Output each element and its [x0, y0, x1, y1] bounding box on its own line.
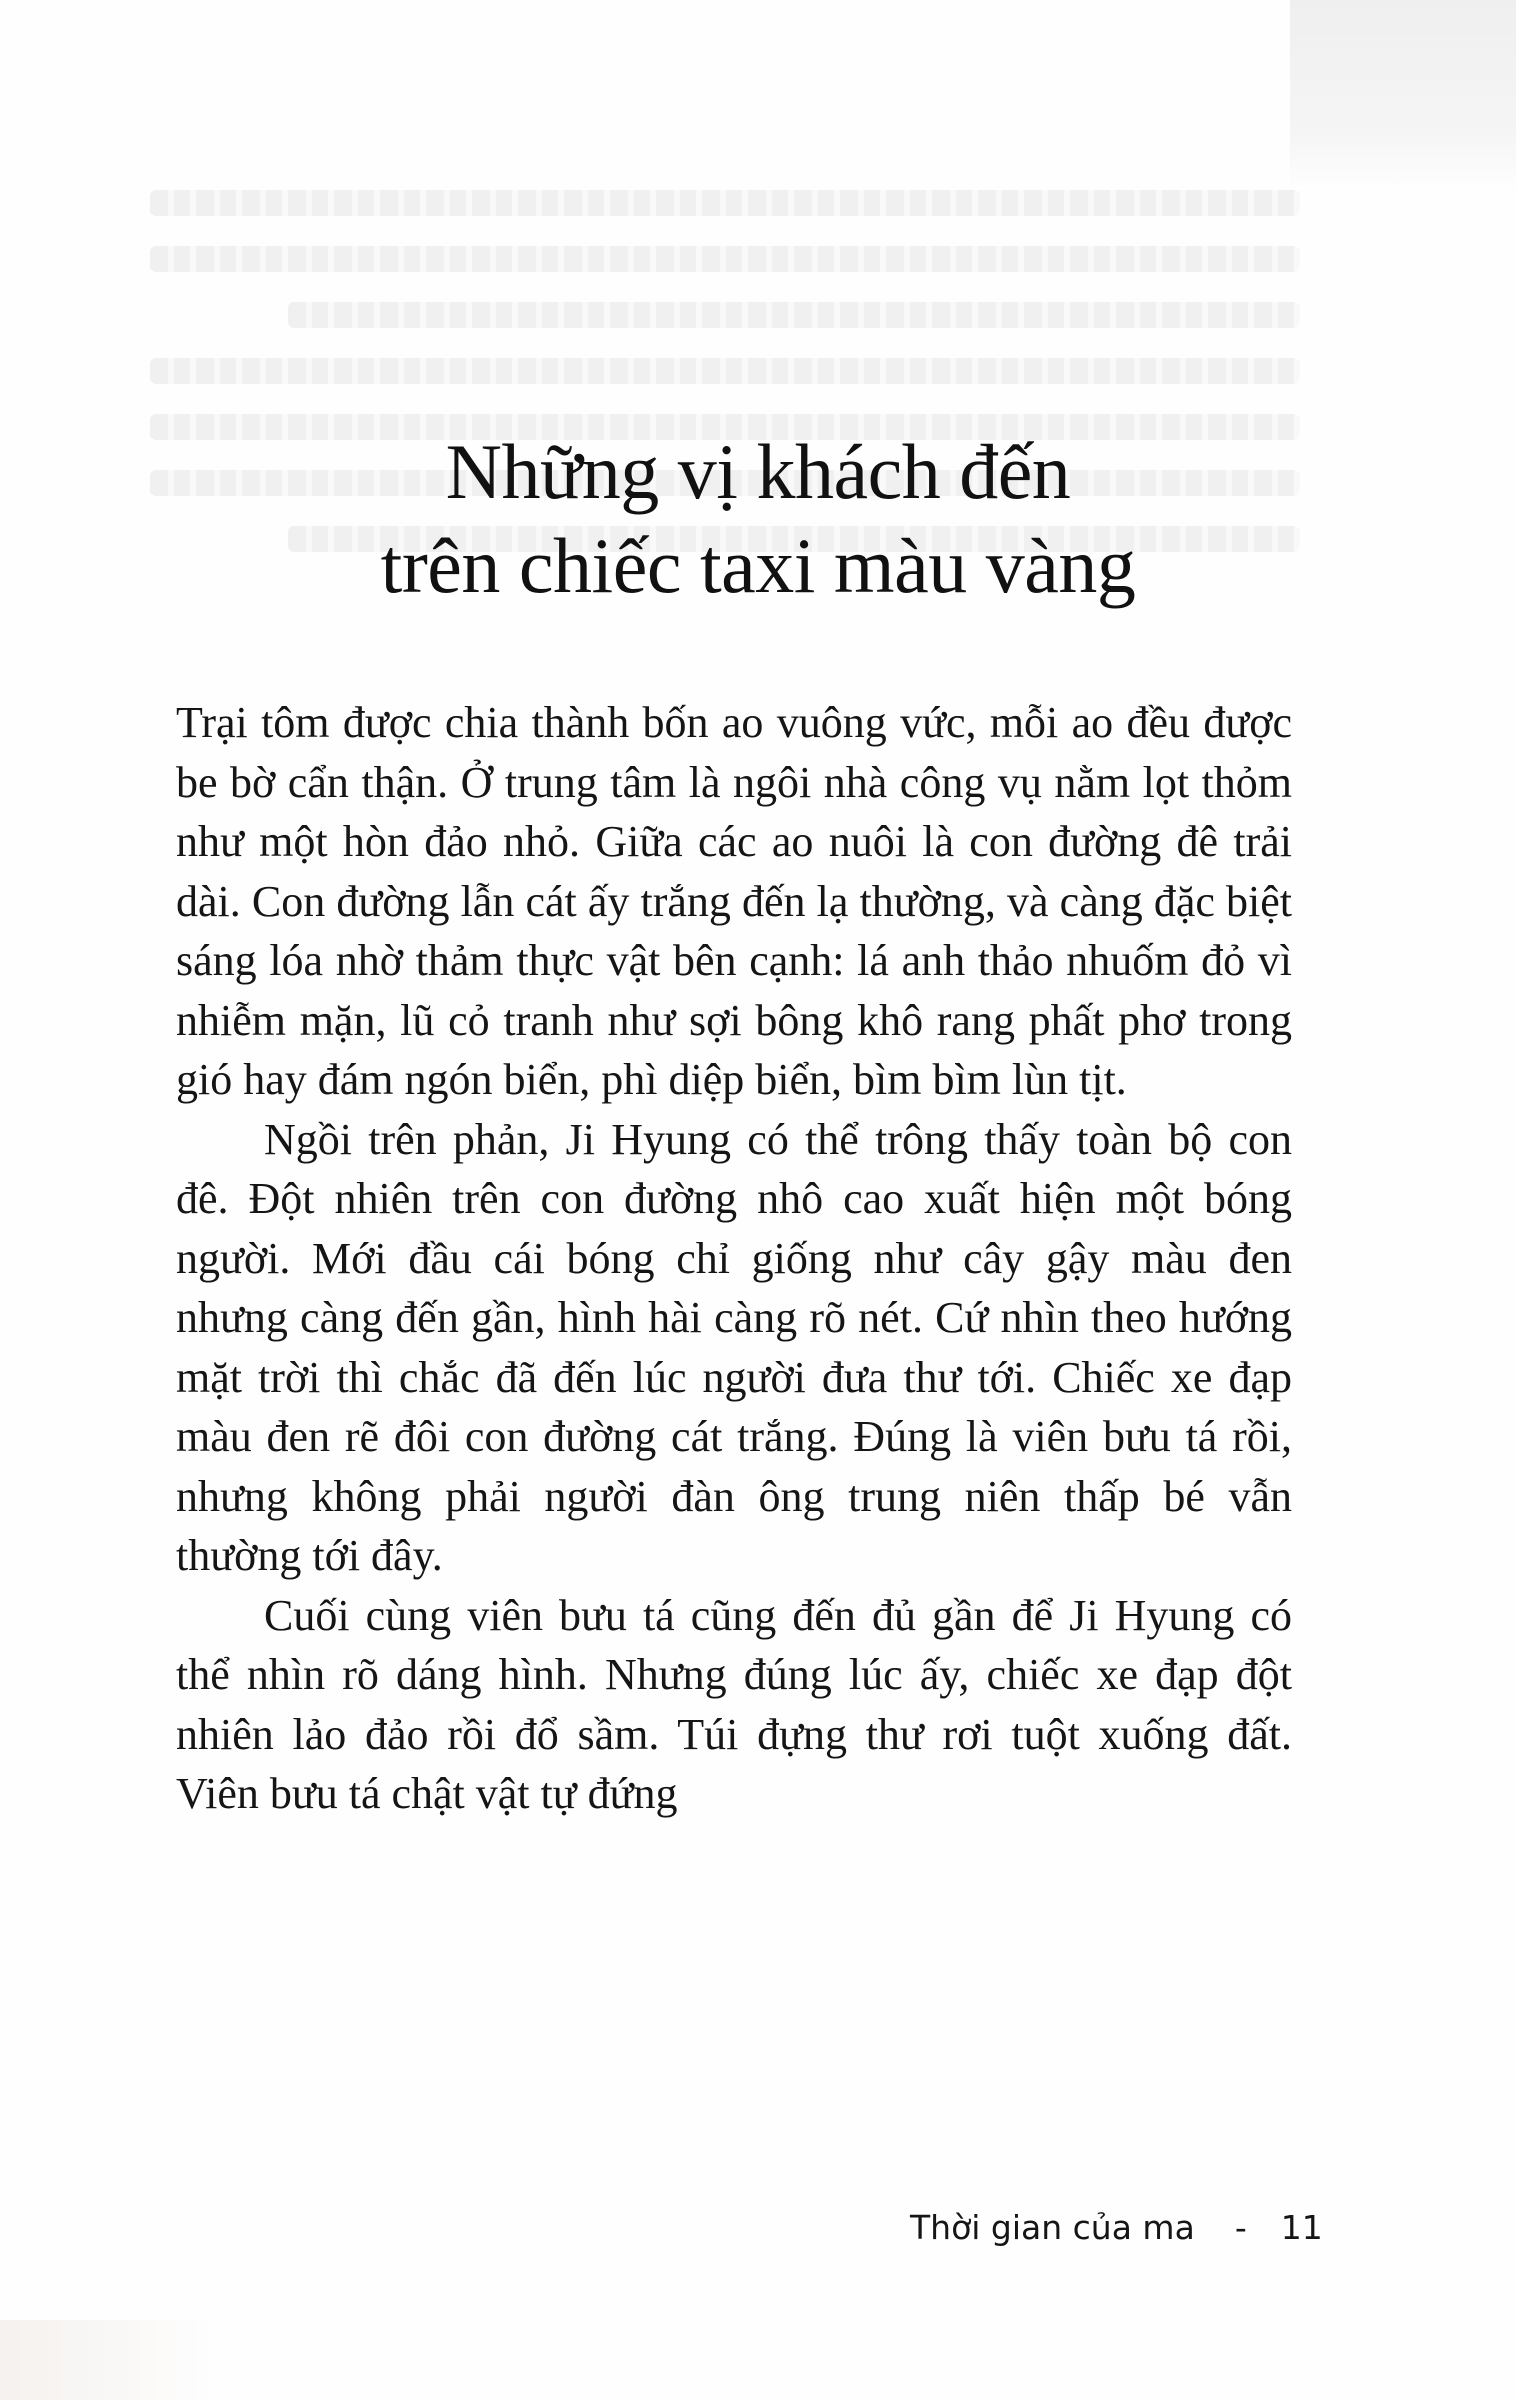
- footer-separator: -: [1234, 2208, 1247, 2247]
- paragraph-2: Ngồi trên phản, Ji Hyung có thể trông thấy toàn bộ con đê. Đột nhiên trên con đường nhô cao xuất hiện một bóng người. Mới đầu cái bóng chỉ giống như cây gậy màu đen nhưng càng đến gần, hình hài càng rõ nét. Cứ nhìn theo hướng mặt trời thì chắc đã đến lúc người đưa thư tới. Chiếc xe đạp màu đen rẽ đôi con đường cát trắng. Đúng là viên bưu tá rồi, nhưng không phải người đàn ông trung niên thấp bé vẫn thường tới đây.: [176, 1114, 1292, 1580]
- running-footer: [910, 2208, 1323, 2247]
- footer-book-title: Thời gian của ma: [910, 2208, 1195, 2247]
- paragraph-1: Trại tôm được chia thành bốn ao vuông vức, mỗi ao đều được be bờ cẩn thận. Ở trung tâm là ngôi nhà công vụ nằm lọt thỏm như một hòn đảo nhỏ. Giữa các ao nuôi là con đường đê trải dài. Con đường lẫn cát ấy trắng đến lạ thường, và càng đặc biệt sáng lóa nhờ thảm thực vật bên cạnh: lá anh thảo nhuốm đỏ vì nhiễm mặn, lũ cỏ tranh như sợi bông khô rang phất phơ trong gió hay đám ngón biển, phì diệp biển, bìm bìm lùn tịt.: [176, 698, 1292, 1104]
- scan-edge-tint: [0, 2320, 220, 2400]
- chapter-title-line-1: Những vị khách đến: [445, 428, 1071, 515]
- paragraph-3: Cuối cùng viên bưu tá cũng đến đủ gần để Ji Hyung có thể nhìn rõ dáng hình. Nhưng đúng lúc ấy, chiếc xe đạp đột nhiên lảo đảo rồi đổ sầm. Túi đựng thư rơi tuột xuống đất. Viên bưu tá chật vật tự đứng: [176, 1590, 1292, 1818]
- page-number: 11: [1280, 2208, 1323, 2247]
- scan-shadow: [1290, 0, 1516, 190]
- chapter-title-line-2: trên chiếc taxi màu vàng: [380, 522, 1136, 609]
- chapter-title: [120, 425, 1396, 613]
- chapter-body: [176, 693, 1292, 1824]
